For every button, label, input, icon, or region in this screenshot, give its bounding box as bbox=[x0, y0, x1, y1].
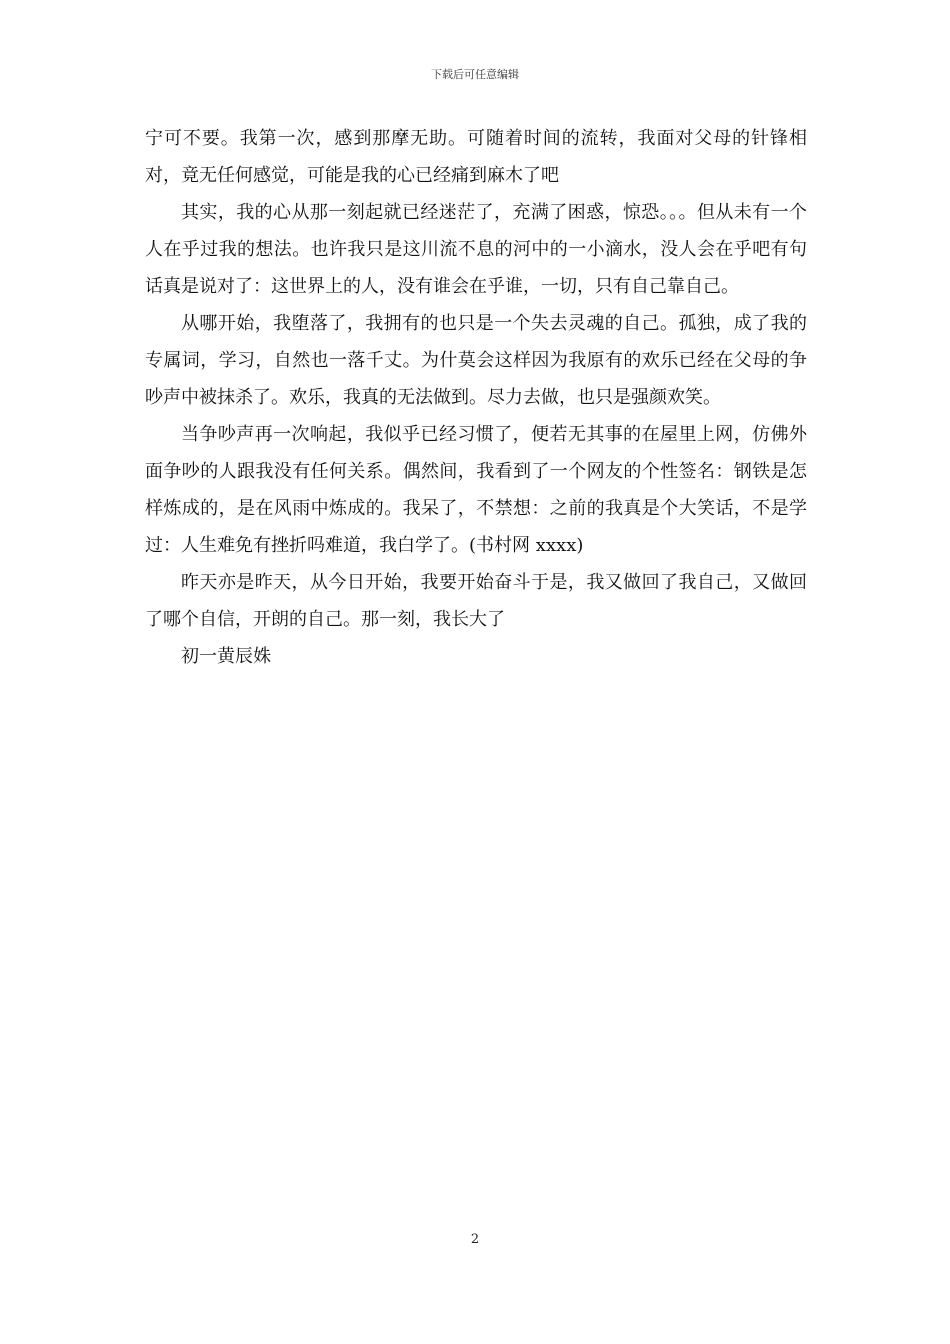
page-header: 下载后可任意编辑 bbox=[431, 68, 519, 81]
paragraph-3: 从哪开始，我堕落了，我拥有的也只是一个失去灵魂的自己。孤独，成了我的专属词，学习，自然也一落千丈。为什莫会这样因为我原有的欢乐已经在父母的争吵声中被抹杀了。欢乐，我真的无法做到。尽力去做，也只是强颜欢笑。 bbox=[145, 313, 807, 408]
paragraph-1: 宁可不要。我第一次，感到那摩无助。可随着时间的流转，我面对父母的针锋相对，竟无任何感觉，可能是我的心已经痛到麻木了吧 bbox=[145, 128, 807, 186]
document-body bbox=[145, 120, 807, 675]
paragraph-4: 当争吵声再一次响起，我似乎已经习惯了，便若无其事的在屋里上网，仿佛外面争吵的人跟我没有任何关系。偶然间，我看到了一个网友的个性签名：钢铁是怎样炼成的，是在风雨中炼成的。我呆了，不禁想：之前的我真是个大笑话，不是学过：人生难免有挫折吗难道，我白学了。(书村网 xxxx) bbox=[145, 424, 807, 556]
paragraph-5: 昨天亦是昨天，从今日开始，我要开始奋斗于是，我又做回了我自己，又做回了哪个自信，开朗的自己。那一刻，我长大了 bbox=[145, 572, 807, 630]
page-number: 2 bbox=[470, 1232, 480, 1247]
paragraph-2: 其实，我的心从那一刻起就已经迷茫了，充满了困惑，惊恐。。。但从未有一个人在乎过我的想法。也许我只是这川流不息的河中的一小滴水，没人会在乎吧有句话真是说对了：这世界上的人，没有谁会在乎谁，一切，只有自己靠自己。 bbox=[145, 202, 807, 297]
author-signature: 初一黄辰姝 bbox=[181, 646, 271, 667]
